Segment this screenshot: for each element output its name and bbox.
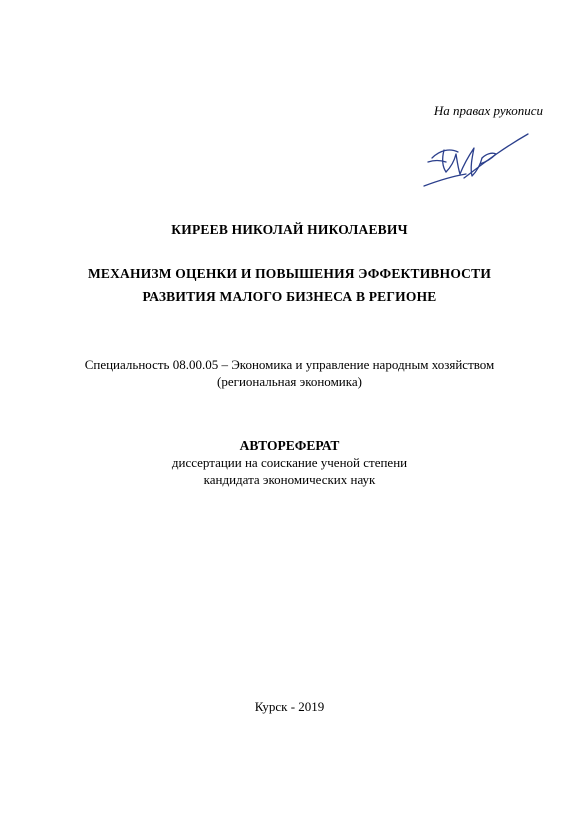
specialty-line-2: (региональная экономика)	[217, 374, 362, 389]
title-line-1: МЕХАНИЗМ ОЦЕНКИ И ПОВЫШЕНИЯ ЭФФЕКТИВНОСТИ	[87, 266, 492, 281]
abstract-heading: АВТОРЕФЕРАТ	[239, 438, 340, 453]
specialty-line-1: Специальность 08.00.05 – Экономика и управление народным хозяйством	[84, 357, 495, 372]
title-line-2: РАЗВИТИЯ МАЛОГО БИЗНЕСА В РЕГИОНЕ	[142, 289, 437, 304]
place-year: Курск - 2019	[254, 699, 325, 714]
abstract-block	[0, 437, 579, 488]
author-name: КИРЕЕВ НИКОЛАЙ НИКОЛАЕВИЧ	[171, 222, 408, 237]
abstract-line-2: кандидата экономических наук	[203, 472, 376, 487]
specialty-block	[0, 356, 579, 390]
handwritten-signature	[420, 128, 532, 190]
abstract-line-1: диссертации на соискание ученой степени	[171, 455, 408, 470]
rights-note: На правах рукописи	[433, 103, 543, 118]
dissertation-title	[0, 262, 579, 308]
